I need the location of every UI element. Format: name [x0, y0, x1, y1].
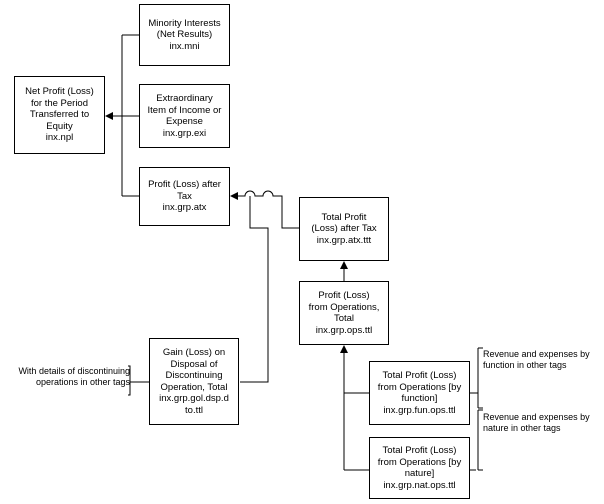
- box-text-line: Discontinuing: [165, 370, 223, 381]
- box-gain-on-disposal: [149, 338, 239, 425]
- box-text-line: Total Profit: [321, 211, 367, 223]
- note-revenue-by-function: [483, 349, 604, 371]
- note-discontinuing-operations: [0, 366, 130, 388]
- box-text-line: inx.grp.exi: [162, 127, 207, 139]
- box-extraordinary-item: [139, 84, 230, 148]
- box-text-line: Extraordinary: [156, 93, 213, 104]
- box-text-line: from Operations [by: [377, 381, 462, 393]
- note-text-line: Revenue and expenses by: [483, 412, 590, 422]
- box-text-line: inx.grp.fun.ops.ttl: [383, 404, 456, 416]
- box-text-line: inx.grp.atx.ttt: [316, 234, 372, 246]
- box-text-line: inx.grp.gol.dsp.d: [159, 393, 229, 404]
- box-text-line: Total Profit (Loss): [382, 370, 457, 381]
- box-profit-by-function: [369, 361, 470, 425]
- note-text-line: nature in other tags: [483, 423, 561, 433]
- callout-fun: [470, 348, 483, 408]
- box-text-line: Profit (Loss): [318, 290, 370, 301]
- arrow-atxttt-to-atx: [231, 191, 299, 228]
- box-profit-by-nature: [369, 437, 470, 499]
- box-text-line: Profit (Loss) after: [148, 179, 221, 191]
- note-text-line: With details of discontinuing: [18, 366, 130, 376]
- box-text-line: Total Profit (Loss): [382, 445, 457, 456]
- callout-disc: [128, 366, 149, 395]
- box-text-line: function]: [401, 393, 438, 404]
- box-text-line: (Loss) after Tax: [311, 223, 377, 235]
- box-text-line: inx.grp.nat.ops.ttl: [383, 479, 456, 491]
- box-text-line: Expense: [166, 116, 203, 127]
- arrow-dsp-to-atx: [240, 196, 268, 382]
- box-text-line: Gain (Loss) on: [162, 347, 226, 358]
- box-text-line: nature]: [404, 468, 435, 479]
- box-text-line: Tax: [177, 190, 192, 202]
- note-revenue-by-nature: [483, 412, 604, 434]
- box-text-line: to.ttl: [185, 404, 203, 416]
- box-text-line: from Operations,: [308, 301, 380, 313]
- box-total-profit-after-tax: [299, 197, 389, 261]
- box-text-line: from Operations [by: [377, 456, 462, 468]
- box-text-line: Net Profit (Loss): [25, 86, 94, 98]
- box-text-line: inx.grp.atx: [162, 202, 207, 214]
- note-text-line: function in other tags: [483, 360, 567, 370]
- box-text-line: Total: [333, 313, 355, 324]
- box-text-line: inx.grp.ops.ttl: [315, 324, 373, 336]
- callout-nat: [470, 410, 483, 470]
- box-text-line: inx.npl: [45, 132, 74, 144]
- box-text-line: Equity: [46, 120, 73, 132]
- box-text-line: Item of Income or: [147, 104, 222, 116]
- box-text-line: inx.mni: [169, 40, 200, 52]
- box-text-line: (Net Results): [156, 29, 213, 41]
- note-text-line: Revenue and expenses by: [483, 349, 590, 359]
- box-text-line: Transferred to: [29, 109, 90, 121]
- box-net-profit: [14, 76, 105, 154]
- box-text-line: Minority Interests: [148, 17, 221, 29]
- box-profit-after-tax: [139, 167, 230, 226]
- box-text-line: for the Period: [30, 97, 89, 109]
- box-text-line: Operation, Total: [160, 381, 228, 393]
- box-minority-interests: [139, 4, 230, 66]
- note-text-line: operations in other tags: [35, 377, 130, 387]
- box-text-line: Disposal of: [170, 358, 218, 370]
- box-profit-from-operations-total: [299, 281, 389, 345]
